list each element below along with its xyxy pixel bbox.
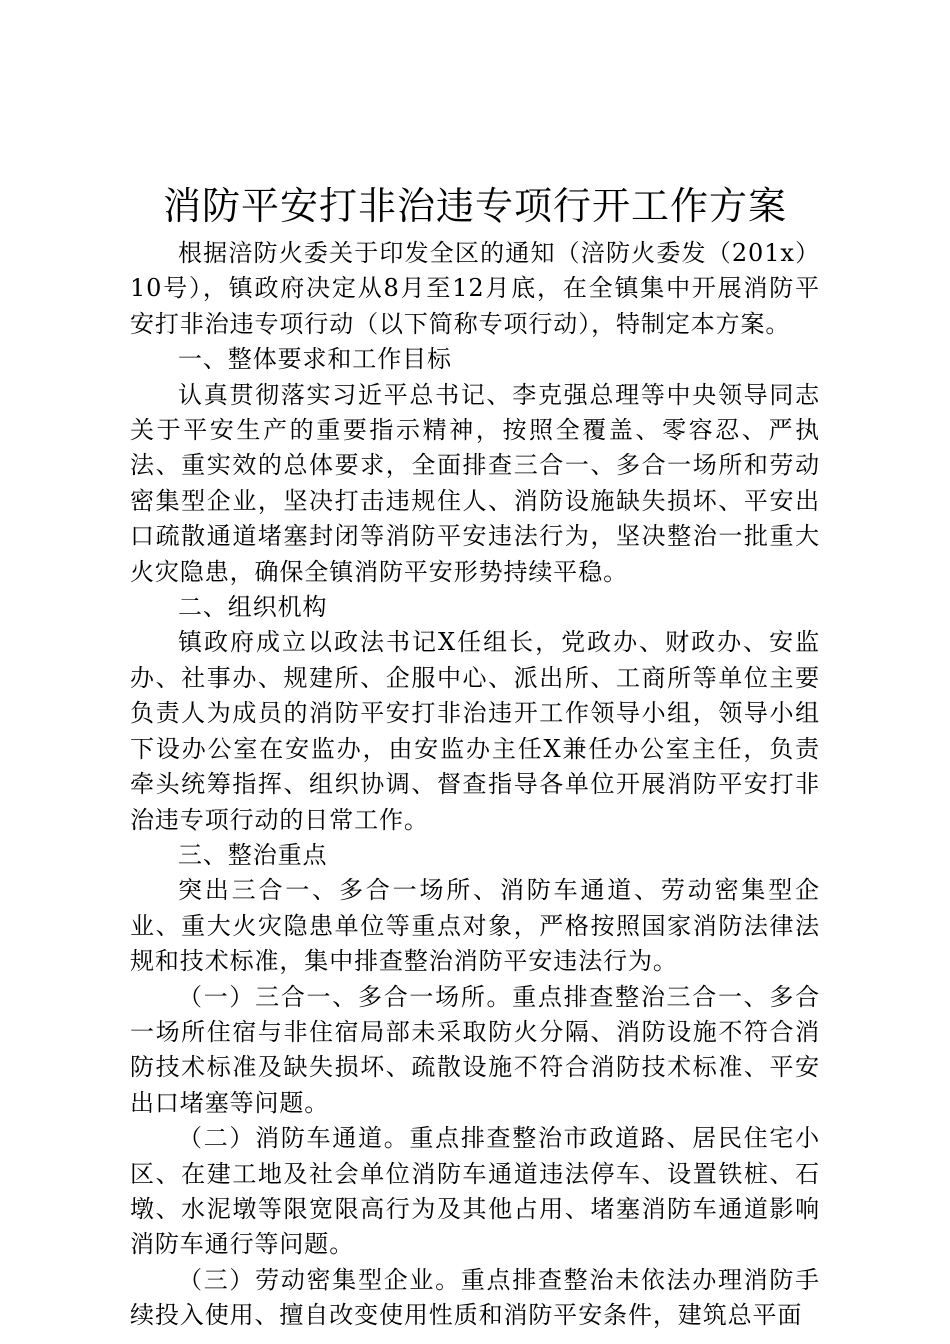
document-body xyxy=(130,236,820,1334)
paragraph-item-2: （二）消防车通道。重点排查整治市政道路、居民住宅小区、在建工地及社会单位消防车通道违法停车、设置铁桩、石墩、水泥墩等限宽限高行为及其他占用、堵塞消防车通道影响消防车通行等问题。 xyxy=(130,1124,820,1259)
paragraph-intro: 根据涪防火委关于印发全区的通知（涪防火委发（201x）10号），镇政府决定从8月至12月底，在全镇集中开展消防平安打非治违专项行动（以下简称专项行动），特制定本方案。 xyxy=(130,239,820,338)
paragraph-section-1: 认真贯彻落实习近平总书记、李克强总理等中央领导同志关于平安生产的重要指示精神，按照全覆盖、零容忍、严执法、重实效的总体要求，全面排查三合一、多合一场所和劳动密集型企业，坚决打击违规住人、消防设施缺失损坏、平安出口疏散通道堵塞封闭等消防平安违法行为，坚决整治一批重大火灾隐患，确保全镇消防平安形势持续平稳。 xyxy=(130,380,820,586)
heading-section-2: 二、组织机构 xyxy=(178,593,328,622)
heading-section-3: 三、整治重点 xyxy=(178,840,328,869)
paragraph-section-3: 突出三合一、多合一场所、消防车通道、劳动密集型企业、重大火灾隐患单位等重点对象，严格按照国家消防法律法规和技术标准，集中排查整治消防平安违法行为。 xyxy=(130,876,820,976)
paragraph-item-1: （一）三合一、多合一场所。重点排查整治三合一、多合一场所住宿与非住宿局部未采取防火分隔、消防设施不符合消防技术标准及缺失损坏、疏散设施不符合消防技术标准、平安出口堵塞等问题。 xyxy=(130,982,820,1117)
heading-section-1: 一、整体要求和工作目标 xyxy=(178,345,452,374)
document-title: 消防平安打非治违专项行开工作方案 xyxy=(162,184,787,228)
paragraph-item-3: （三）劳动密集型企业。重点排查整治未依法办理消防手续投入使用、擅自改变使用性质和消防平安条件，建筑总平面 xyxy=(130,1265,820,1330)
paragraph-section-2: 镇政府成立以政法书记X任组长，党政办、财政办、安监办、社事办、规建所、企服中心、派出所、工商所等单位主要负责人为成员的消防平安打非治违开工作领导小组，领导小组下设办公室在安监办，由安监办主任X兼任办公室主任，负责牵头统筹指挥、组织协调、督查指导各单位开展消防平安打非治违专项行动的日常工作。 xyxy=(130,628,820,834)
